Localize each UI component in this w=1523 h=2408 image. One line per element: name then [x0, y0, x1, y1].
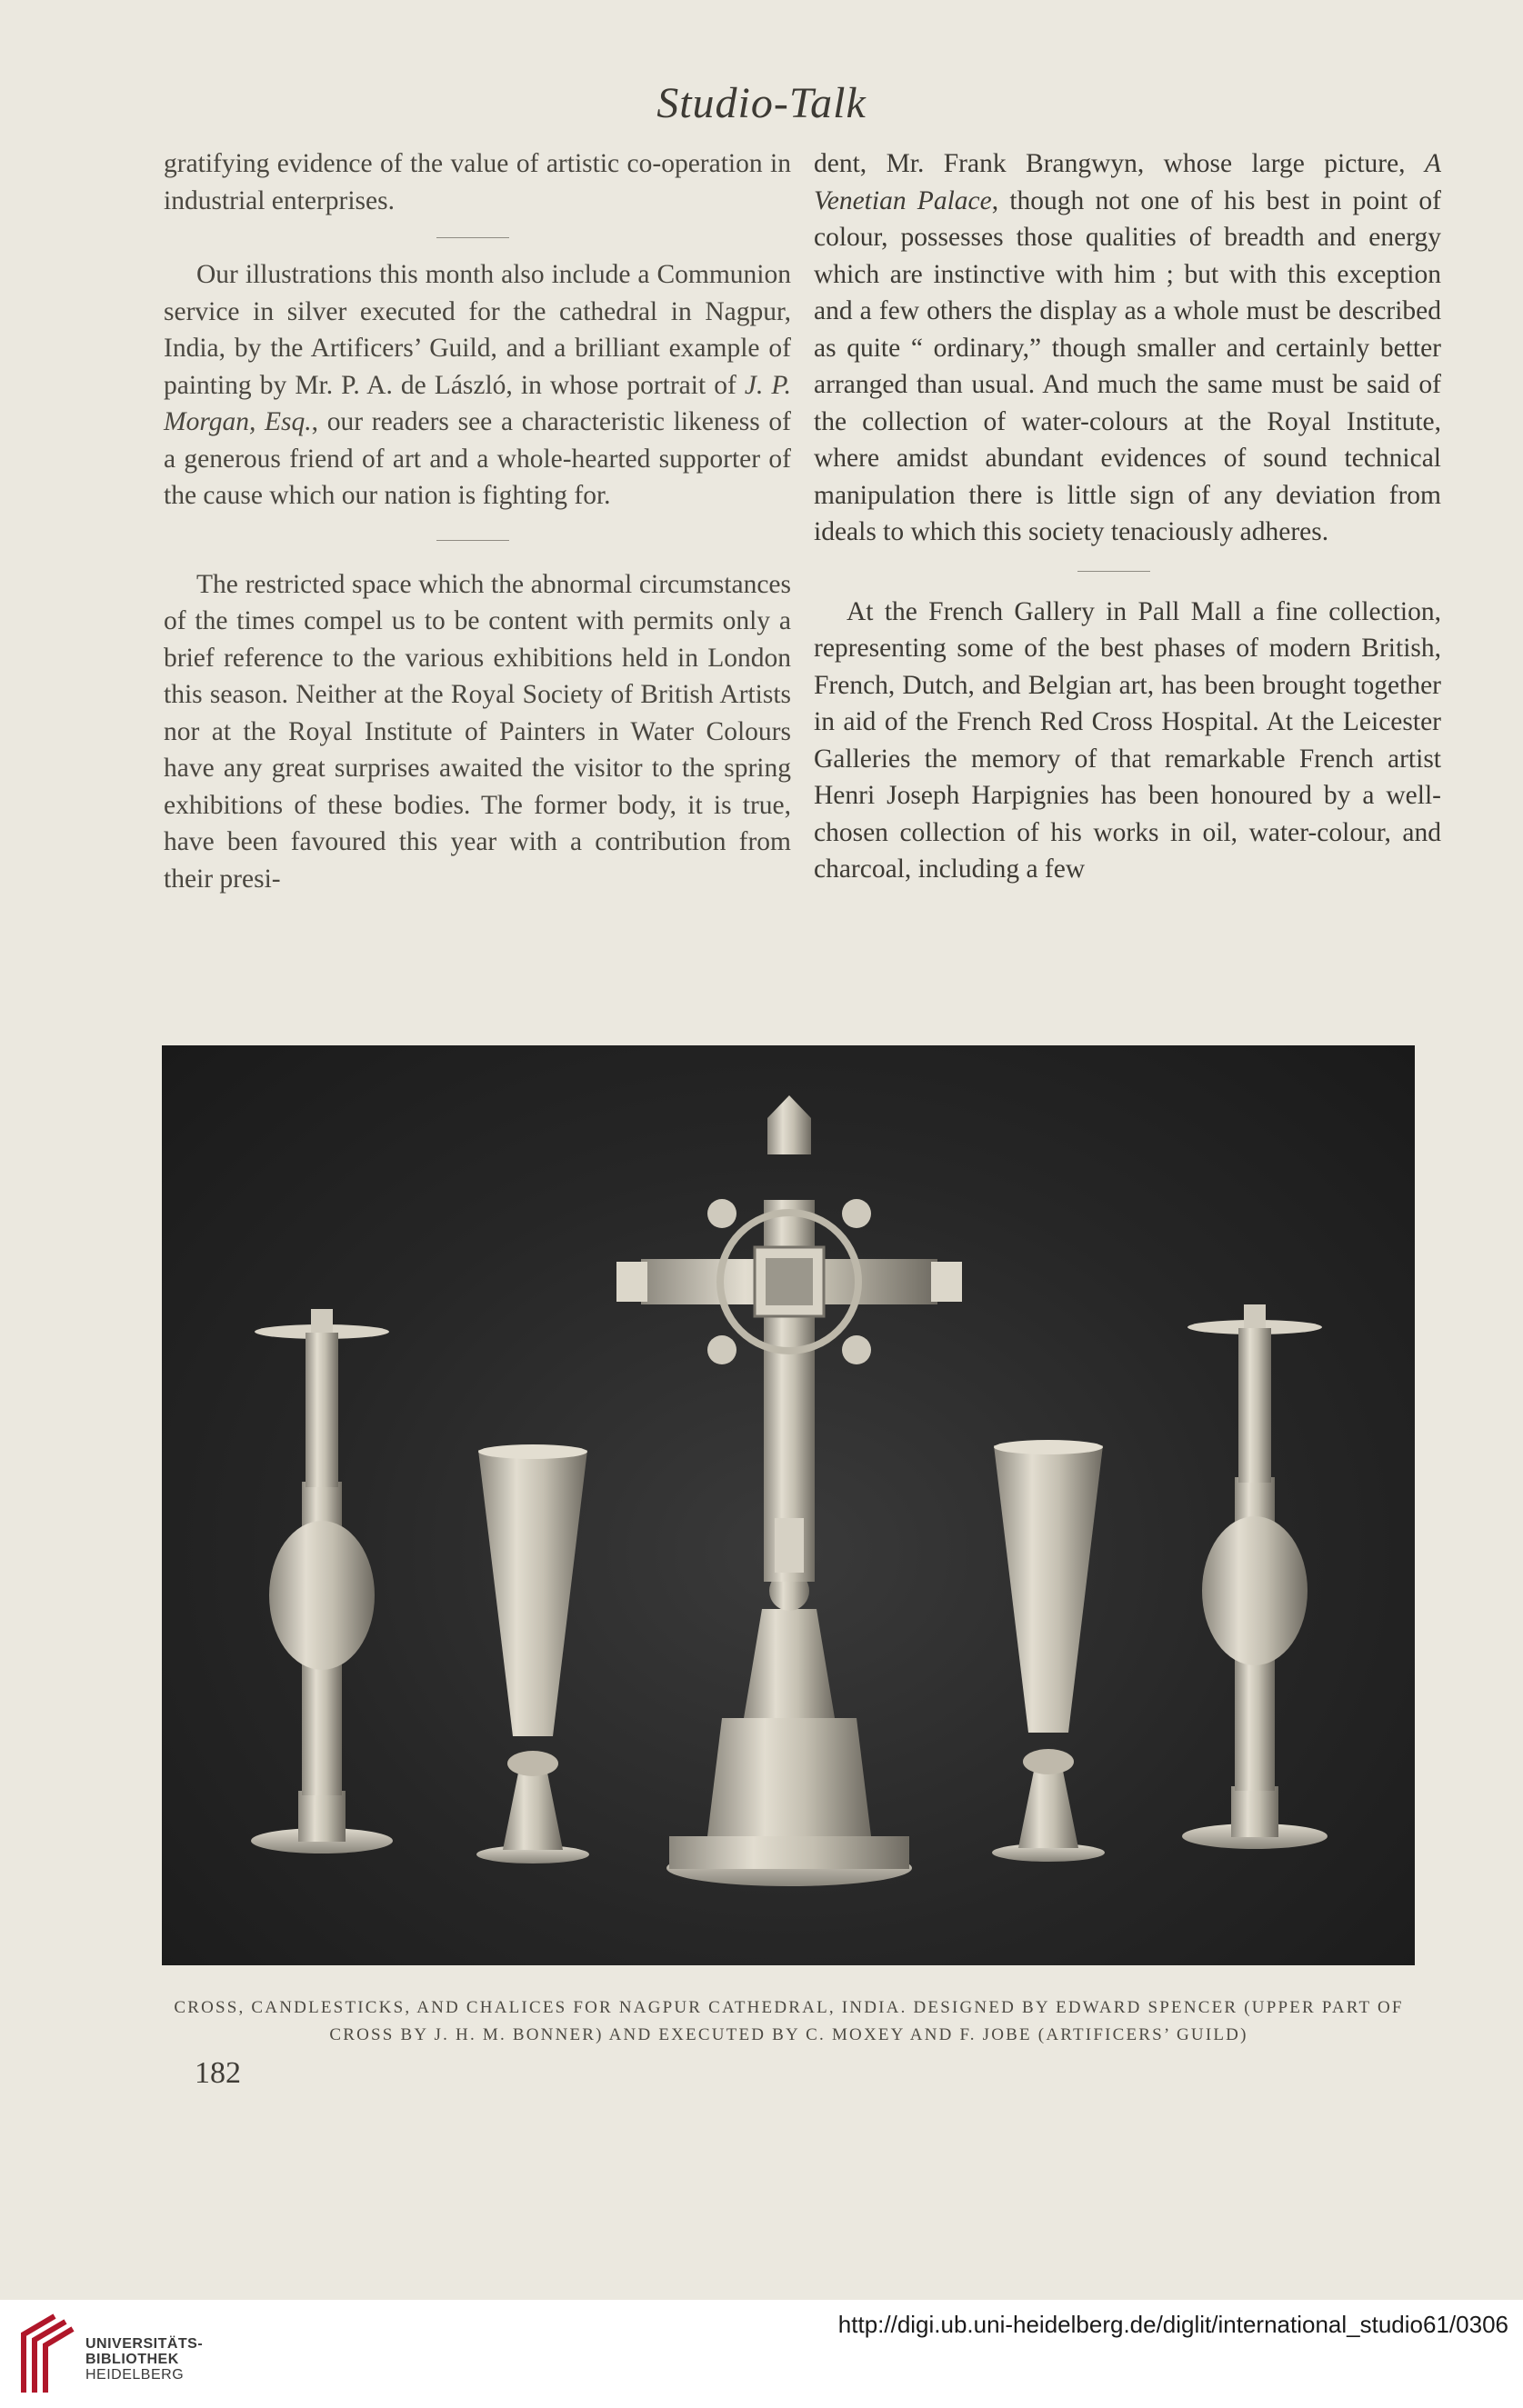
digitization-footer — [0, 2300, 1523, 2408]
left-paragraph-2 — [164, 256, 791, 515]
portrait-title: J. P. Morgan, Esq. — [164, 370, 792, 436]
right-paragraph-1-text-a: dent, Mr. Frank Brangwyn, whose large picture, — [814, 149, 1425, 178]
library-name-line-1: UNIVERSITÄTS- — [85, 2336, 204, 2352]
left-column — [164, 145, 791, 897]
right-column — [814, 145, 1441, 888]
cross — [616, 1095, 962, 1886]
section-rule — [436, 540, 509, 541]
right-candlestick — [1182, 1304, 1328, 1849]
page-number: 182 — [195, 2056, 241, 2090]
library-name-line-3: HEIDELBERG — [85, 2367, 185, 2383]
left-paragraph-2-text-a: Our illustrations this month also include a Communion service in silver executed for the cathedral in Nagpur, India, by the Artificers’ Guild, and a brilliant example of painting by Mr. P. A. de László, in whose portrait of — [164, 260, 791, 400]
section-rule — [1077, 571, 1150, 572]
plate-caption: CROSS, CANDLESTICKS, AND CHALICES FOR NAGPUR CATHEDRAL, INDIA. DESIGNED BY EDWARD SPENCER (UPPER PART OF CROSS BY J. H. M. BONNER) AND EXECUTED BY C. MOXEY AND F. JOBE (ARTIFICERS’ GUILD) — [174, 1998, 1404, 2044]
library-logo-icon — [18, 2313, 78, 2396]
source-url-link[interactable]: http://digi.ub.uni-heidelberg.de/diglit/international_studio61/0306 — [837, 2311, 1508, 2338]
right-chalice — [992, 1440, 1105, 1862]
left-chalice — [476, 1444, 589, 1863]
library-name — [85, 2336, 203, 2383]
left-paragraph-1: gratifying evidence of the value of artistic co-operation in industrial enterprises. — [164, 149, 791, 215]
left-paragraph-3: The restricted space which the abnormal circumstances of the times compel us to be content with permits only a brief reference to the various exhibitions held in London this season. Neither at the Royal Society of British Artists nor at the Royal Institute of Painters in Water Colours have any great surprises awaited the visitor to the spring exhibitions of these bodies. The former body, it is true, have been favoured this year with a contribution from their presi- — [164, 569, 791, 894]
right-paragraph-1 — [814, 145, 1441, 551]
left-paragraph-2-text-b: , our readers see a characteristic likeness of a generous friend of art and a whole-hearted supporter of the cause which our nation is fighting for. — [164, 407, 791, 510]
silverware-photograph — [162, 1045, 1415, 1965]
photograph-plate — [162, 1045, 1415, 1965]
left-candlestick — [251, 1309, 393, 1853]
running-head: Studio-Talk — [656, 79, 867, 127]
library-name-line-2: BIBLIOTHEK — [85, 2352, 179, 2367]
right-paragraph-2: At the French Gallery in Pall Mall a fine collection, representing some of the best phases of modern British, French, Dutch, and Belgian art, has been brought together in aid of the French Red Cross Hospital. At the Leicester Galleries the memory of that remarkable French artist Henri Joseph Harpignies has been honoured by a well-chosen collection of his works in oil, water-colour, and charcoal, including a few — [814, 596, 1441, 884]
right-paragraph-1-text-b: , though not one of his best in point of colour, possesses those qualities of breadth and energy which are instinctive with him ; but with this exception and a few others the display as a whole must be described as quite “ ordinary,” though smaller and certainly better arranged than usual. And much the same must be said of the collection of water-colours at the Royal Institute, where amidst abundant evidences of sound technical manipulation there is little sign of any deviation from ideals to which this society tenaciously adheres. — [814, 185, 1442, 546]
painting-title: A Venetian Palace — [814, 149, 1441, 215]
section-rule — [436, 237, 509, 238]
